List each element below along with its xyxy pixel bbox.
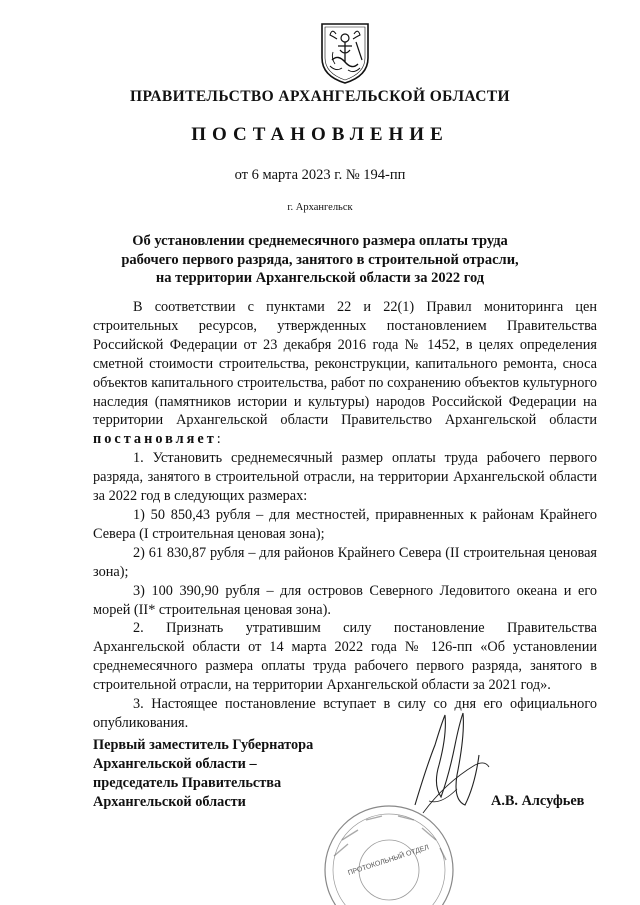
paragraph-1-item-1: 1) 50 850,43 рубля – для местностей, приравненных к районам Крайнего Севера (I строительная ценовая зона); <box>93 506 597 542</box>
paragraph-1-item-3: 3) 100 390,90 рубля – для островов Северного Ледовитого океана и его морей (II* строительная ценовая зона). <box>93 582 597 618</box>
document-title <box>0 232 640 288</box>
city-name: г. Архангельск <box>287 202 353 213</box>
paragraph-1-item-2: 2) 61 830,87 рубля – для районов Крайнего Севера (II строительная ценовая зона); <box>93 544 597 580</box>
stamp-text: ПРОТОКОЛЬНЫЙ ОТДЕЛ <box>347 844 430 877</box>
paragraph-1: 1. Установить среднемесячный размер оплаты труда рабочего первого разряда, занятого в строительной отрасли, на территории Архангельской области за 2022 год в следующих размерах: <box>93 450 597 505</box>
document-body <box>93 298 597 733</box>
title-line: на территории Архангельской области за 2022 год <box>155 270 485 286</box>
preamble-paragraph: В соответствии с пунктами 22 и 22(1) Правил мониторинга цен строительных ресурсов, утвержденных постановлением Правительства Российской Федерации от 23 декабря 2016 года № 1452, в целях определения сметной стоимости строительства, реконструкции, капитального ремонта, сноса объектов капитального строительства, работ по сохранению объектов культурного наследия (памятников истории и культуры) народов Российской Федерации на территории Архангельской области Правительство Архангельской области постановляет: <box>93 299 597 448</box>
official-stamp <box>318 800 460 905</box>
decree-word: постановляет <box>93 431 217 448</box>
paragraph-3: 3. Настоящее постановление вступает в силу со дня его официального опубликования. <box>93 696 597 731</box>
document-type: ПОСТАНОВЛЕНИЕ <box>191 124 449 145</box>
signatory-name: А.В. Алсуфьев <box>491 793 585 809</box>
coat-of-arms-icon <box>318 20 372 86</box>
paragraph-2: 2. Признать утратившим силу постановление Правительства Архангельской области от 14 марта 2022 года № 126-пп «Об установлении среднемесячного размера оплаты труда рабочего первого разряда, занятого в строительной отрасли, на территории Архангельской области за 2021 год». <box>93 620 597 694</box>
title-line: рабочего первого разряда, занятого в строительной отрасли, <box>121 251 519 268</box>
signatory-title: Первый заместитель Губернатора Архангельской области – председатель Правительства Архангельской области <box>93 737 314 810</box>
date-number-line: от 6 марта 2023 г. № 194-пп <box>234 167 406 183</box>
organization-name: ПРАВИТЕЛЬСТВО АРХАНГЕЛЬСКОЙ ОБЛАСТИ <box>129 88 510 105</box>
title-line: Об установлении среднемесячного размера оплаты труда <box>132 233 508 249</box>
